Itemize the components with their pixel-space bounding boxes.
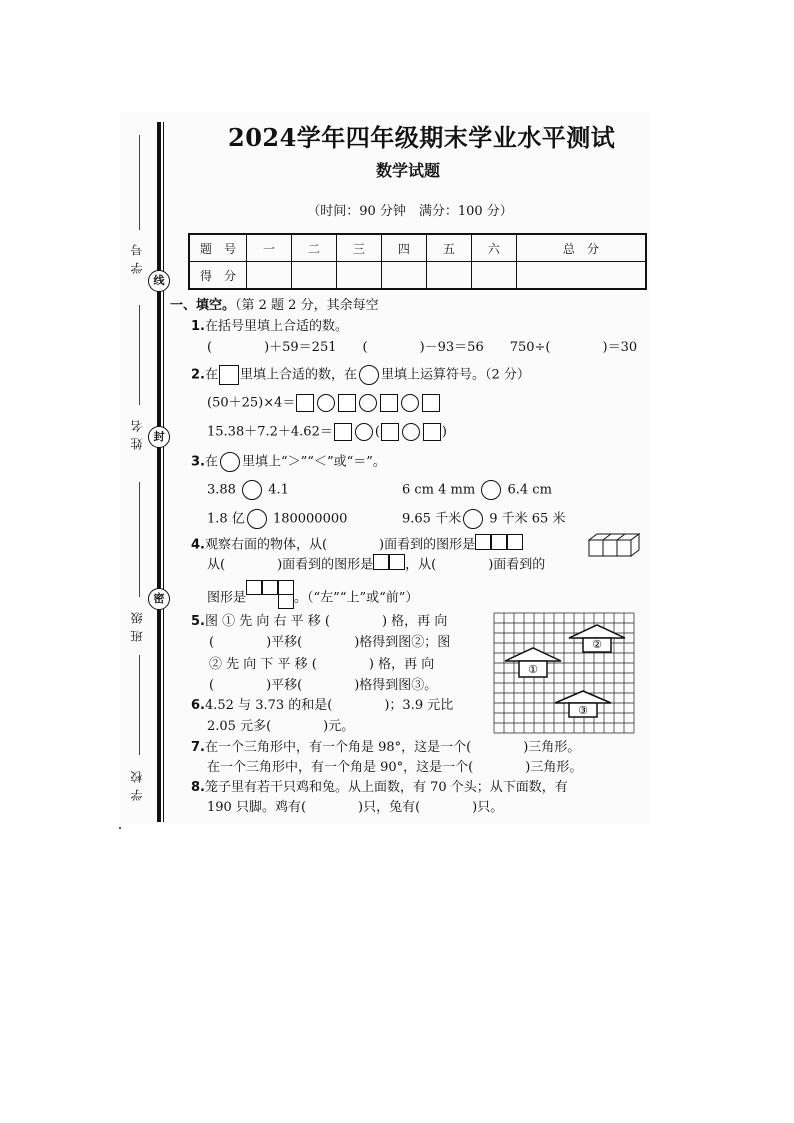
question-6-line-2: 2.05 元多( )元。 <box>207 719 355 734</box>
question-text: 观察右面的物体，从( )面看到的图形是 <box>204 537 476 553</box>
question-text: ，从( )面看到的 <box>405 557 546 573</box>
score-header-cell: 五 <box>426 234 471 262</box>
score-header-cell: 题 号 <box>189 234 247 262</box>
exam-subtitle: 数学试题 <box>375 161 440 180</box>
seal-feng: 封 <box>148 426 170 448</box>
figure-label-1: ① <box>528 663 538 676</box>
score-table <box>188 233 647 290</box>
answer-circle-icon <box>359 365 379 385</box>
question-number: 3. <box>191 454 205 470</box>
section-title: 一、填空。 <box>170 298 236 313</box>
score-cell[interactable] <box>247 262 292 290</box>
score-header-cell: 一 <box>247 234 292 262</box>
score-header-cell: 三 <box>336 234 381 262</box>
compare-right: 9 千米 65 米 <box>489 511 566 527</box>
question-2-line-2: 15.38＋7.2＋4.62＝ ( ) <box>207 424 447 440</box>
question-5-line-1 <box>191 613 447 631</box>
score-row-label: 得 分 <box>189 262 247 290</box>
two-squares-row-icon <box>373 554 405 576</box>
name-line <box>139 305 140 405</box>
compare-left: 6 cm 4 mm <box>402 482 476 498</box>
score-table-header-row <box>189 234 646 262</box>
compare-circle[interactable] <box>463 509 483 529</box>
compare-left: 9.65 千米 <box>402 511 462 527</box>
school-label: 学校 <box>130 765 144 801</box>
question-number: 6. <box>191 698 205 713</box>
question-number: 7. <box>191 740 205 755</box>
class-line <box>139 482 140 597</box>
answer-circle[interactable] <box>401 394 419 412</box>
score-cell[interactable] <box>381 262 426 290</box>
score-header-cell: 四 <box>381 234 426 262</box>
question-4-line-2 <box>207 554 545 576</box>
figure-2-house <box>569 625 625 652</box>
answer-box[interactable] <box>381 423 399 441</box>
compare-right: 180000000 <box>272 511 348 527</box>
score-table-score-row <box>189 262 646 290</box>
question-5-line-3: ② 先 向 下 平 移 ( ) 格，再 向 <box>209 657 435 672</box>
compare-right: 6.4 cm <box>507 482 552 498</box>
binding-line-thin <box>163 122 164 822</box>
expression: 15.38＋7.2＋4.62＝ <box>207 424 333 440</box>
question-text: 里填上运算符号。（2 分） <box>381 367 530 383</box>
question-3-a <box>207 480 289 500</box>
student-id-line <box>139 135 140 230</box>
question-number: 8. <box>191 780 205 795</box>
score-header-cell: 总 分 <box>516 234 646 262</box>
question-number: 5. <box>191 614 205 629</box>
question-4-line-3 <box>207 580 418 616</box>
question-3 <box>191 452 386 472</box>
question-2-line-1 <box>207 394 441 413</box>
name-label: 姓名 <box>130 414 144 450</box>
question-8-line-2: 190 只脚。鸡有( )只，兔有( )只。 <box>207 800 504 815</box>
question-8-line-1 <box>191 779 568 797</box>
question-5-line-2: ( )平移( )格得到图②；图 <box>209 635 451 650</box>
cube-object-icon <box>588 532 640 558</box>
compare-circle[interactable] <box>247 509 267 529</box>
score-cell[interactable] <box>291 262 336 290</box>
answer-box[interactable] <box>296 394 314 412</box>
grid-lines <box>494 613 634 733</box>
expression: (50＋25)×4＝ <box>207 395 296 411</box>
school-line <box>139 655 140 755</box>
question-1-answers[interactable]: ( )＋59＝251 ( )－93＝56 750÷( )＝30 <box>207 340 638 355</box>
answer-circle[interactable] <box>359 394 377 412</box>
question-6-line-1 <box>191 697 453 715</box>
question-number: 2. <box>191 367 205 383</box>
score-header-cell: 六 <box>471 234 516 262</box>
figure-label-2: ② <box>592 638 602 651</box>
question-3-b <box>402 480 552 500</box>
question-2 <box>191 365 530 385</box>
answer-box-icon <box>219 365 239 385</box>
answer-box[interactable] <box>422 394 440 412</box>
question-text: 笼子里有若干只鸡和兔。从上面数，有 70 个头；从下面数，有 <box>204 780 568 795</box>
answer-circle-icon <box>220 452 240 472</box>
time-info: （时间：90 分钟 满分：100 分） <box>307 204 513 219</box>
question-3-d <box>402 509 565 529</box>
score-cell[interactable] <box>336 262 381 290</box>
figure-label-3: ③ <box>578 704 588 717</box>
three-squares-row-icon <box>475 534 523 556</box>
question-text: 在一个三角形中，有一个角是 98°，这是一个( )三角形。 <box>204 740 581 755</box>
answer-circle[interactable] <box>402 423 420 441</box>
question-text: 4.52 与 3.73 的和是( )；3.9 元比 <box>204 698 454 713</box>
answer-box[interactable] <box>380 394 398 412</box>
seal-mi: 密 <box>148 588 170 610</box>
question-text: 从( )面看到的图形是 <box>207 557 374 573</box>
seal-xian: 线 <box>148 270 170 292</box>
binding-line <box>157 122 161 822</box>
compare-circle[interactable] <box>481 480 501 500</box>
question-number: 4. <box>191 537 205 553</box>
score-cell[interactable] <box>516 262 646 290</box>
question-3-c <box>207 509 347 529</box>
exam-title: 2024学年四年级期末学业水平测试 <box>228 123 616 152</box>
question-7-line-2: 在一个三角形中，有一个角是 90°，这是一个( )三角形。 <box>207 760 583 775</box>
class-label: 班级 <box>130 606 144 642</box>
question-number: 1. <box>191 319 205 334</box>
question-1 <box>191 318 348 336</box>
compare-right: 4.1 <box>268 482 289 498</box>
question-text: 在 <box>204 367 218 383</box>
question-text: 图 ① 先 向 右 平 移 ( ) 格，再 向 <box>204 614 448 629</box>
section-1-heading <box>170 297 379 315</box>
question-7-line-1 <box>191 739 580 757</box>
question-text: 在括号里填上合适的数。 <box>204 319 348 334</box>
section-note: （第 2 题 2 分，其余每空 <box>235 298 379 313</box>
answer-circle[interactable] <box>317 394 335 412</box>
score-cell[interactable] <box>471 262 516 290</box>
l-shape-squares-icon <box>246 580 294 616</box>
score-cell[interactable] <box>426 262 471 290</box>
answer-box[interactable] <box>423 423 441 441</box>
student-id-label: 学号 <box>130 238 144 274</box>
compare-left: 1.8 亿 <box>207 511 245 527</box>
question-text: 在 <box>204 454 218 470</box>
score-header-cell: 二 <box>291 234 336 262</box>
question-5-line-4: ( )平移( )格得到图③。 <box>209 678 438 693</box>
translation-grid <box>493 611 635 735</box>
question-text: 里填上“＞”“＜”或“＝”。 <box>242 454 386 470</box>
answer-circle[interactable] <box>355 423 373 441</box>
question-text: 。（“左”“上”或“前”） <box>294 590 419 606</box>
compare-left: 3.88 <box>207 482 236 498</box>
answer-box[interactable] <box>338 394 356 412</box>
question-4-line-1 <box>191 534 523 556</box>
question-text: 里填上合适的数，在 <box>240 367 358 383</box>
question-text: 图形是 <box>207 590 247 606</box>
answer-box[interactable] <box>334 423 352 441</box>
stray-dot <box>119 827 121 829</box>
compare-circle[interactable] <box>242 480 262 500</box>
